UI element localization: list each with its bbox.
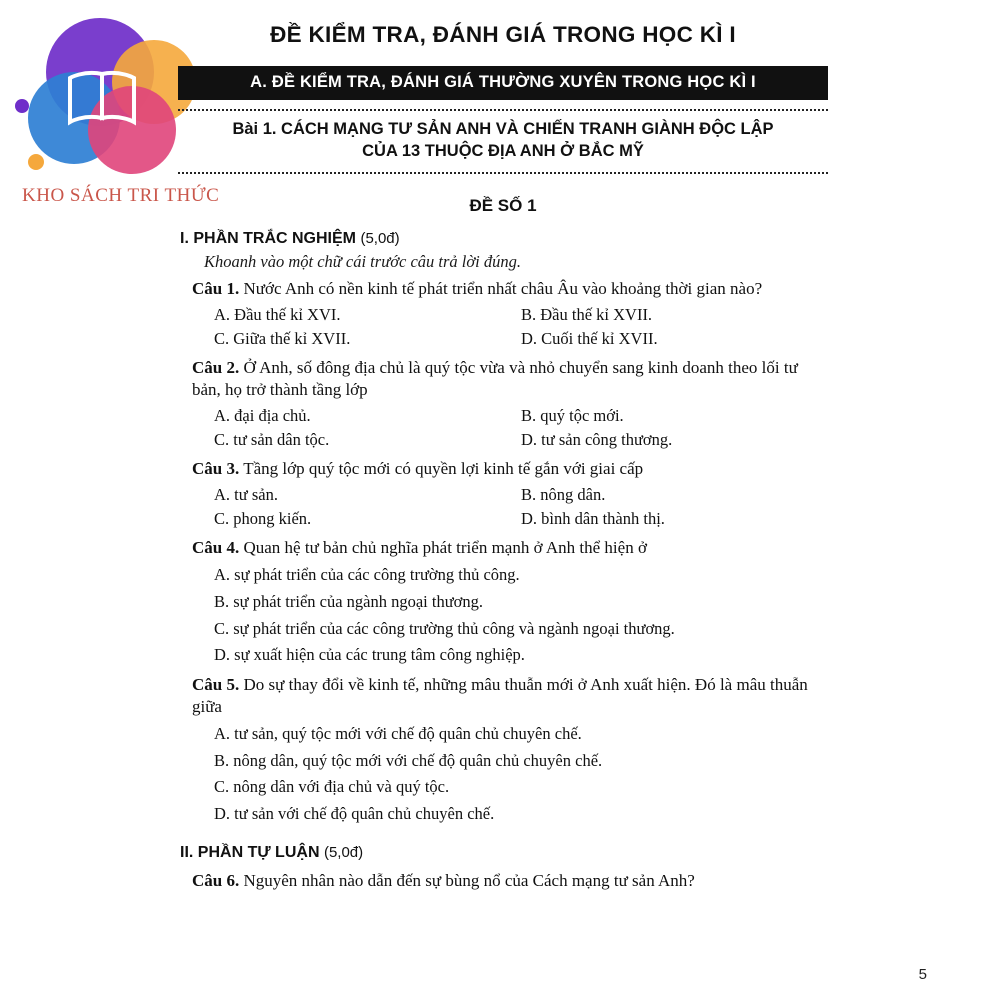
- question-options: [214, 483, 828, 531]
- page-number: 5: [918, 966, 927, 983]
- option-b[interactable]: B. sự phát triển của ngành ngoại thương.: [214, 591, 484, 611]
- question-label: Câu 5.: [192, 674, 240, 694]
- question-item: [192, 537, 828, 559]
- option-d[interactable]: D. bình dân thành thị.: [521, 509, 665, 529]
- question-label: Câu 3.: [192, 459, 240, 479]
- question-options: [214, 404, 828, 452]
- part1-instruction: Khoanh vào một chữ cái trước câu trả lời đúng.: [204, 251, 521, 271]
- question-text: Nguyên nhân nào dẫn đến sự bùng nổ của Cách mạng tư sản Anh?: [243, 871, 695, 891]
- option-c[interactable]: C. tư sản dân tộc.: [214, 430, 330, 450]
- option-d[interactable]: D. tư sản công thương.: [521, 430, 673, 450]
- lesson-title: [178, 119, 828, 163]
- option-c[interactable]: C. sự phát triển của các công trường thủ công và ngành ngoại thương.: [214, 618, 675, 638]
- option-d[interactable]: D. sự xuất hiện của các trung tâm công nghiệp.: [214, 645, 525, 665]
- question-text: Nước Anh có nền kinh tế phát triển nhất châu Âu vào khoảng thời gian nào?: [243, 278, 763, 298]
- lesson-title-line2: CỦA 13 THUỘC ĐỊA ANH Ở BẮC MỸ: [362, 141, 644, 160]
- question-label: Câu 2.: [192, 357, 240, 377]
- watermark-brand-text: KHO SÁCH TRI THỨC: [22, 185, 220, 206]
- option-b[interactable]: B. nông dân.: [521, 485, 606, 505]
- question-text: Ở Anh, số đông địa chủ là quý tộc vừa và nhỏ chuyển sang kinh doanh theo lối tư bản, họ trở thành tầng lớp: [192, 357, 798, 399]
- question-item: [192, 870, 828, 892]
- option-a[interactable]: A. sự phát triển của các công trường thủ công.: [214, 565, 520, 585]
- document-content: [178, 22, 828, 893]
- option-b[interactable]: B. Đầu thế kỉ XVII.: [521, 304, 653, 324]
- part2-heading: [180, 844, 828, 862]
- question-options: [214, 721, 828, 826]
- option-a[interactable]: A. Đầu thế kỉ XVI.: [214, 304, 341, 324]
- option-c[interactable]: C. nông dân với địa chủ và quý tộc.: [214, 777, 450, 797]
- option-a[interactable]: A. tư sản.: [214, 485, 278, 505]
- question-label: Câu 1.: [192, 278, 240, 298]
- question-text: Do sự thay đổi về kinh tế, những mâu thuẫn mới ở Anh xuất hiện. Đó là mâu thuẫn giữa: [192, 674, 808, 716]
- question-item: [192, 357, 828, 402]
- question-label: Câu 4.: [192, 538, 240, 558]
- question-options: [214, 562, 828, 667]
- part1-heading-text: I. PHẦN TRẮC NGHIỆM: [180, 229, 356, 247]
- page-title: ĐỀ KIỂM TRA, ĐÁNH GIÁ TRONG HỌC KÌ I: [270, 22, 736, 47]
- option-b[interactable]: B. quý tộc mới.: [521, 406, 624, 426]
- part1-heading: [180, 230, 828, 248]
- option-d[interactable]: D. Cuối thế kỉ XVII.: [521, 328, 658, 348]
- question-item: [192, 674, 828, 719]
- part2-heading-text: II. PHẦN TỰ LUẬN: [180, 844, 320, 862]
- option-c[interactable]: C. Giữa thế kỉ XVII.: [214, 328, 351, 348]
- part1-points: (5,0đ): [360, 229, 400, 247]
- exam-number: ĐỀ SỐ 1: [469, 195, 537, 215]
- option-a[interactable]: A. tư sản, quý tộc mới với chế độ quân chủ chuyên chế.: [214, 724, 582, 744]
- part2-points: (5,0đ): [323, 844, 364, 862]
- option-d[interactable]: D. tư sản với chế độ quân chủ chuyên chế.: [214, 803, 495, 823]
- question-options: [214, 303, 828, 351]
- lesson-title-line1: Bài 1. CÁCH MẠNG TƯ SẢN ANH VÀ CHIẾN TRANH GIÀNH ĐỘC LẬP: [232, 120, 774, 138]
- question-item: [192, 458, 828, 480]
- question-text: Quan hệ tư bản chủ nghĩa phát triển mạnh ở Anh thể hiện ở: [243, 538, 647, 558]
- divider-top: [178, 109, 828, 111]
- option-a[interactable]: A. đại địa chủ.: [214, 406, 311, 426]
- option-b[interactable]: B. nông dân, quý tộc mới với chế độ quân chủ chuyên chế.: [214, 750, 603, 770]
- question-item: [192, 278, 828, 300]
- section-banner: A. ĐỀ KIỂM TRA, ĐÁNH GIÁ THƯỜNG XUYÊN TRONG HỌC KÌ I: [178, 66, 828, 100]
- question-text: Tầng lớp quý tộc mới có quyền lợi kinh tế gắn với giai cấp: [243, 459, 644, 479]
- option-c[interactable]: C. phong kiến.: [214, 509, 312, 529]
- question-label: Câu 6.: [192, 871, 240, 891]
- divider-bottom: [178, 172, 828, 174]
